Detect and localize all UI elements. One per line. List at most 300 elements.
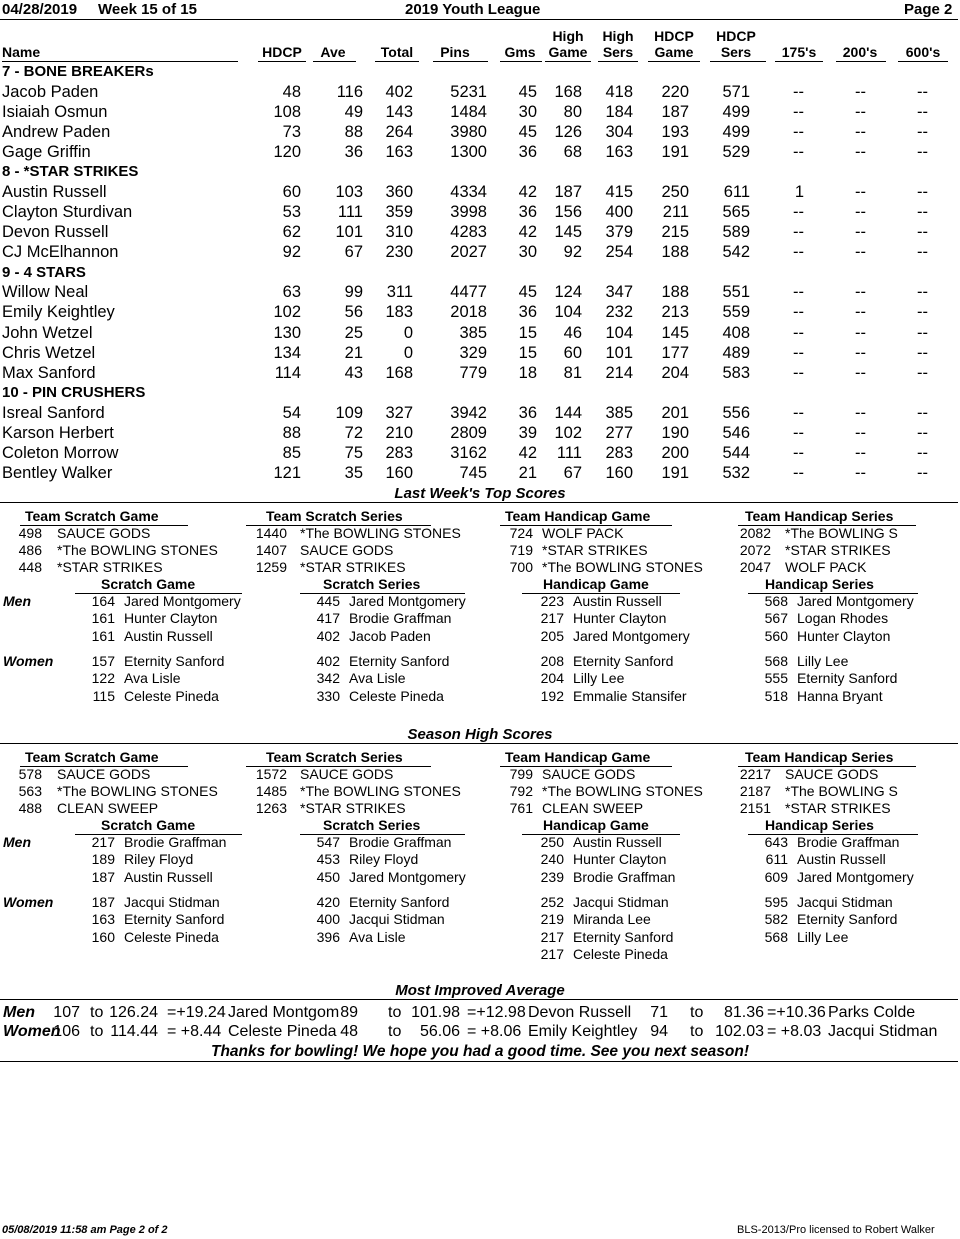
score-value: 547	[316, 834, 340, 850]
team-category-title: Team Scratch Game	[25, 749, 159, 765]
end-average: 102.03	[715, 1023, 764, 1040]
player-row	[0, 243, 960, 263]
stat-cell: 18	[518, 363, 537, 382]
score-value: 611	[765, 851, 788, 868]
team-name: WOLF PACK	[542, 525, 624, 541]
season-high-title: Season High Scores	[407, 726, 553, 743]
score-value: 330	[316, 687, 340, 704]
player-name: Willow Neal	[2, 283, 89, 302]
bowler-name: Celeste Pineda	[573, 946, 668, 963]
bowler-name: Eternity Sanford	[797, 911, 898, 928]
score-value: 445	[316, 593, 340, 609]
bowler-name: Miranda Lee	[573, 911, 651, 928]
stat-cell: 43	[344, 363, 363, 382]
score-value: 1407	[255, 542, 287, 559]
team-name: CLEAN SWEEP	[57, 800, 159, 817]
stat-cell: --	[917, 363, 928, 382]
stat-cell: 134	[273, 343, 301, 362]
team-name: SAUCE GODS	[57, 766, 151, 782]
score-value: 161	[91, 610, 115, 627]
player-row	[0, 464, 960, 484]
score-value: 1572	[255, 766, 287, 782]
column-underline	[375, 61, 419, 62]
column-underline	[898, 61, 948, 62]
player-name: Austin Russell	[2, 182, 107, 201]
stat-cell: 220	[661, 82, 689, 101]
stat-cell: 156	[554, 203, 582, 221]
stat-cell: --	[917, 122, 928, 141]
stat-cell: 73	[282, 122, 301, 141]
score-value: 700	[509, 559, 533, 576]
score-value: 240	[540, 851, 564, 868]
stat-cell: 75	[344, 444, 363, 462]
score-value: 518	[764, 687, 788, 704]
score-value: 217	[91, 834, 115, 850]
team-name: *STAR STRIKES	[300, 800, 406, 817]
stat-cell: 103	[335, 182, 363, 201]
score-value: 609	[764, 868, 788, 885]
score-value: 115	[92, 687, 115, 704]
stat-cell: --	[917, 303, 928, 322]
stat-cell: --	[793, 283, 804, 302]
team-category-title: Team Scratch Series	[266, 508, 403, 524]
player-row	[0, 344, 960, 364]
stat-cell: --	[793, 464, 804, 483]
player-row	[0, 123, 960, 143]
score-value: 160	[91, 928, 115, 945]
stat-cell: 544	[722, 444, 750, 462]
score-value: 568	[764, 653, 788, 669]
stat-cell: 168	[385, 363, 413, 382]
stat-cell: 45	[518, 82, 537, 101]
stat-cell: 310	[385, 223, 413, 242]
score-value: 582	[764, 911, 788, 928]
bowler-name: Jared Montgomery	[349, 868, 466, 885]
bowler-name: Lilly Lee	[797, 928, 849, 945]
stat-cell: --	[855, 143, 866, 162]
stat-cell: 63	[282, 283, 301, 302]
team-name: WOLF PACK	[785, 559, 867, 576]
team-name: *The BOWLING STONES	[57, 542, 218, 559]
player-name: Coleton Morrow	[2, 444, 119, 462]
bowler-name: Hanna Bryant	[797, 687, 883, 704]
column-header: 175's	[781, 44, 817, 60]
stat-cell: --	[855, 122, 866, 141]
column-header: 200's	[842, 44, 878, 60]
bowler-name: Ava Lisle	[124, 670, 181, 687]
stat-cell: 571	[722, 82, 750, 101]
stat-cell: 2027	[450, 243, 487, 262]
stat-cell: 213	[661, 303, 689, 322]
stat-cell: 114	[274, 363, 301, 382]
bowler-name: Brodie Graffman	[349, 834, 452, 850]
stat-cell: 81	[563, 363, 582, 382]
bowler-name: Eternity Sanford	[573, 653, 674, 669]
score-value: 217	[540, 928, 564, 945]
stat-cell: --	[917, 243, 928, 262]
bowler-name: Hunter Clayton	[124, 610, 218, 627]
stat-cell: 187	[554, 182, 582, 201]
stat-cell: 191	[661, 143, 689, 162]
stat-cell: 109	[335, 403, 363, 422]
score-value: 187	[91, 868, 115, 885]
stat-cell: 177	[661, 343, 689, 362]
stat-cell: 2809	[450, 423, 487, 442]
score-value: 192	[540, 687, 564, 704]
stat-cell: 232	[605, 303, 633, 322]
score-value: 217	[540, 946, 564, 963]
stat-cell: 211	[662, 203, 689, 221]
bowler-name: Logan Rhodes	[797, 610, 889, 627]
player-row	[0, 303, 960, 323]
stat-cell: --	[855, 243, 866, 262]
stat-cell: 215	[661, 223, 689, 242]
bowler-name: Ava Lisle	[349, 928, 406, 945]
stat-cell: 72	[344, 423, 363, 442]
stat-cell: 53	[282, 203, 301, 221]
bowler-name: Eternity Sanford	[124, 911, 225, 928]
stat-cell: 187	[661, 102, 689, 121]
stat-cell: 116	[336, 82, 363, 101]
stat-cell: 67	[344, 243, 363, 262]
score-value: 219	[540, 911, 564, 928]
team-name: *The BOWLING S	[785, 525, 898, 541]
bowler-name: Jacqui Stidman	[349, 911, 445, 928]
stat-cell: 4334	[450, 182, 487, 201]
team-name: CLEAN SWEEP	[542, 800, 644, 817]
player-name: John Wetzel	[2, 323, 93, 342]
stat-cell: 163	[605, 143, 633, 162]
to-word: to	[388, 1023, 402, 1040]
stat-cell: 30	[518, 243, 537, 262]
improvement: = +8.03	[767, 1023, 822, 1040]
stat-cell: 46	[563, 323, 582, 342]
stat-cell: --	[793, 363, 804, 382]
bowler-name: Hunter Clayton	[573, 851, 667, 868]
stat-cell: 143	[385, 102, 413, 121]
start-average: 71	[650, 1004, 668, 1021]
team-name: 10 - PIN CRUSHERS	[2, 384, 146, 402]
stat-cell: 144	[554, 403, 582, 422]
stat-cell: --	[793, 343, 804, 362]
team-name: *STAR STRIKES	[542, 542, 648, 559]
to-word: to	[690, 1023, 704, 1040]
stat-cell: 402	[385, 82, 413, 101]
bowler-name: Eternity Sanford	[349, 653, 450, 669]
team-name: *STAR STRIKES	[57, 559, 163, 576]
stat-cell: 1300	[450, 143, 487, 162]
stat-cell: 126	[554, 122, 582, 141]
stat-cell: 200	[661, 444, 689, 462]
stat-cell: 4283	[450, 223, 487, 242]
to-word: to	[90, 1023, 104, 1040]
team-name: SAUCE GODS	[785, 766, 879, 782]
stat-cell: 99	[344, 283, 363, 302]
score-value: 2187	[739, 783, 771, 800]
score-value: 2047	[739, 559, 771, 576]
stat-cell: 145	[554, 223, 582, 242]
bowler-name: Hunter Clayton	[573, 610, 667, 627]
stat-cell: 67	[563, 464, 582, 483]
stat-cell: --	[793, 223, 804, 242]
stat-cell: 36	[518, 203, 537, 221]
bowler-name: Eternity Sanford	[797, 670, 898, 687]
individual-category-title: Scratch Series	[323, 576, 421, 592]
bowler-name: Jacqui Stidman	[573, 894, 669, 910]
score-value: 488	[18, 800, 42, 817]
stat-cell: --	[855, 464, 866, 483]
stat-cell: 400	[605, 203, 633, 221]
bowler-name: Jared Montgomery	[124, 593, 241, 609]
player-name: CJ McElhannon	[2, 243, 119, 262]
team-name: 7 - BONE BREAKERs	[2, 63, 154, 80]
stat-cell: 359	[385, 203, 413, 221]
stat-cell: 3162	[450, 444, 487, 462]
stat-cell: 188	[661, 243, 689, 262]
bowler-name: Jared Montgomery	[797, 868, 914, 885]
column-header: High Sers	[602, 28, 634, 60]
bowler-name: Austin Russell	[573, 593, 662, 609]
stat-cell: 36	[344, 143, 363, 162]
bowler-name: Ava Lisle	[349, 670, 406, 687]
stat-cell: 36	[518, 303, 537, 322]
team-name: SAUCE GODS	[542, 766, 636, 782]
stat-cell: 36	[518, 143, 537, 162]
stat-cell: 101	[335, 223, 363, 242]
bowler-name: Emily Keightley	[528, 1023, 638, 1040]
team-name: *The BOWLING S	[785, 783, 898, 800]
team-name: *The BOWLING STONES	[300, 525, 461, 541]
column-underline	[648, 61, 700, 62]
player-row	[0, 143, 960, 163]
stat-cell: 210	[385, 423, 413, 442]
stat-cell: 102	[273, 303, 301, 322]
score-value: 761	[509, 800, 533, 817]
score-value: 161	[91, 627, 115, 644]
stat-cell: --	[917, 464, 928, 483]
stat-cell: 130	[273, 323, 301, 342]
stat-cell: --	[793, 323, 804, 342]
score-value: 568	[764, 593, 788, 609]
stat-cell: 30	[518, 102, 537, 121]
stat-cell: 329	[459, 343, 487, 362]
bowler-name: Austin Russell	[573, 834, 662, 850]
team-name: *The BOWLING STONES	[57, 783, 218, 800]
page-number: Page 2	[904, 1, 953, 18]
column-header: Ave	[320, 44, 346, 60]
stat-cell: 204	[661, 363, 689, 382]
score-value: 417	[316, 610, 340, 627]
men-label: Men	[3, 1004, 35, 1021]
stat-cell: 104	[554, 303, 582, 322]
score-value: 239	[540, 868, 564, 885]
stat-cell: 188	[661, 283, 689, 302]
score-value: 205	[540, 627, 564, 644]
stat-cell: --	[917, 423, 928, 442]
stat-cell: --	[793, 303, 804, 322]
stat-cell: --	[917, 343, 928, 362]
stat-cell: 193	[661, 122, 689, 141]
closing-rule	[0, 1061, 958, 1062]
bowler-name: Riley Floyd	[124, 851, 194, 868]
section-rule	[0, 502, 958, 503]
men-label: Men	[3, 593, 31, 609]
start-average: 106	[53, 1023, 80, 1040]
stat-cell: 56	[344, 303, 363, 322]
bowler-name: Jacqui Stidman	[797, 894, 893, 910]
stat-cell: --	[917, 444, 928, 462]
bowler-name: Celeste Pineda	[349, 687, 444, 704]
stat-cell: 779	[459, 363, 487, 382]
most-improved-title: Most Improved Average	[395, 982, 565, 999]
stat-cell: --	[917, 283, 928, 302]
player-name: Andrew Paden	[2, 122, 111, 141]
score-value: 420	[316, 894, 340, 910]
stat-cell: 2018	[450, 303, 487, 322]
stat-cell: 347	[605, 283, 633, 302]
team-name: *STAR STRIKES	[300, 559, 406, 576]
score-value: 643	[764, 834, 788, 850]
team-category-title: Team Handicap Game	[505, 749, 651, 765]
stat-cell: 1	[794, 182, 804, 201]
stat-cell: 4477	[450, 283, 487, 302]
stat-cell: 542	[722, 243, 750, 262]
score-value: 568	[764, 928, 788, 945]
bowler-name: Eternity Sanford	[124, 653, 225, 669]
individual-category-title: Scratch Series	[323, 817, 421, 833]
stat-cell: 120	[273, 143, 301, 162]
player-name: Jacob Paden	[2, 82, 99, 101]
stat-cell: 489	[722, 343, 750, 362]
stat-cell: 214	[605, 363, 633, 382]
team-category-title: Team Handicap Series	[745, 749, 894, 765]
stat-cell: 0	[403, 323, 413, 342]
stat-cell: 254	[605, 243, 633, 262]
stat-cell: 499	[722, 102, 750, 121]
score-value: 1263	[255, 800, 287, 817]
stat-cell: --	[793, 403, 804, 422]
bowler-name: Riley Floyd	[349, 851, 419, 868]
stat-cell: 92	[563, 243, 582, 262]
team-name: *STAR STRIKES	[785, 542, 891, 559]
bowler-name: Austin Russell	[124, 627, 213, 644]
stat-cell: --	[917, 203, 928, 221]
stat-cell: --	[855, 343, 866, 362]
score-value: 164	[91, 593, 115, 609]
score-value: 402	[316, 627, 340, 644]
stat-cell: 532	[722, 464, 750, 483]
stat-cell: 62	[282, 223, 301, 242]
stat-cell: 191	[661, 464, 689, 483]
stat-cell: --	[917, 403, 928, 422]
stat-cell: --	[855, 444, 866, 462]
player-row	[0, 183, 960, 203]
stat-cell: 3980	[450, 122, 487, 141]
stat-cell: 160	[385, 464, 413, 483]
column-underline	[500, 61, 542, 62]
report-date: 04/28/2019	[2, 1, 78, 18]
stat-cell: 124	[554, 283, 582, 302]
stat-cell: 0	[403, 343, 413, 362]
stat-cell: --	[855, 82, 866, 101]
score-value: 719	[509, 542, 533, 559]
stat-cell: --	[917, 323, 928, 342]
bowler-name: Brodie Graffman	[124, 834, 227, 850]
stat-cell: 145	[661, 323, 689, 342]
team-category-title: Team Scratch Game	[25, 508, 159, 524]
stat-cell: 3942	[450, 403, 487, 422]
column-header: Name	[2, 44, 41, 60]
stat-cell: 111	[556, 444, 582, 462]
stat-cell: 49	[344, 102, 363, 121]
score-value: 1259	[255, 559, 287, 576]
player-name: Devon Russell	[2, 223, 109, 242]
player-name: Bentley Walker	[2, 464, 113, 483]
team-name: *STAR STRIKES	[785, 800, 891, 817]
player-row	[0, 444, 960, 464]
stat-cell: 415	[605, 182, 633, 201]
column-header: HDCP Sers	[716, 28, 756, 60]
score-value: 187	[91, 894, 115, 910]
stat-cell: 283	[385, 444, 413, 462]
bowler-name: Celeste Pineda	[228, 1023, 337, 1040]
score-value: 163	[91, 911, 115, 928]
score-value: 799	[509, 766, 533, 782]
column-underline	[433, 61, 488, 62]
stat-cell: 183	[385, 303, 413, 322]
player-name: Max Sanford	[2, 363, 96, 382]
player-name: Chris Wetzel	[2, 343, 96, 362]
start-average: 94	[650, 1023, 668, 1040]
stat-cell: --	[793, 143, 804, 162]
women-label: Women	[3, 1023, 61, 1040]
end-average: 101.98	[411, 1004, 460, 1021]
stat-cell: 559	[722, 303, 750, 322]
stat-cell: --	[917, 182, 928, 201]
score-value: 595	[764, 894, 788, 910]
column-header: Gms	[504, 44, 536, 60]
stat-cell: --	[793, 203, 804, 221]
player-name: Isiaiah Osmun	[2, 102, 108, 121]
score-value: 2082	[739, 525, 771, 541]
stat-cell: 35	[344, 464, 363, 483]
individual-category-title: Handicap Game	[543, 817, 649, 833]
score-value: 567	[764, 610, 788, 627]
stat-cell: 68	[563, 143, 582, 162]
bowler-name: Lilly Lee	[573, 670, 625, 687]
stat-cell: 39	[518, 423, 537, 442]
score-value: 342	[316, 670, 340, 687]
bowler-name: Jared Montgomery	[573, 627, 690, 644]
bowler-name: Lilly Lee	[797, 653, 849, 669]
column-underline	[836, 61, 886, 62]
bowler-name: Brodie Graffman	[573, 868, 676, 885]
bowler-name: Emmalie Stansifer	[573, 687, 687, 704]
stat-cell: 88	[282, 423, 301, 442]
column-underline	[710, 61, 766, 62]
player-row	[0, 364, 960, 384]
stat-cell: 60	[282, 182, 301, 201]
team-name: *The BOWLING STONES	[542, 783, 703, 800]
stat-cell: 551	[722, 283, 750, 302]
stat-cell: --	[855, 363, 866, 382]
stat-cell: 102	[554, 423, 582, 442]
bowler-name: Jacob Paden	[349, 627, 431, 644]
bowler-name: Jared Montgomery	[797, 593, 914, 609]
stat-cell: 48	[282, 82, 301, 101]
stat-cell: 385	[459, 323, 487, 342]
stat-cell: --	[793, 444, 804, 462]
